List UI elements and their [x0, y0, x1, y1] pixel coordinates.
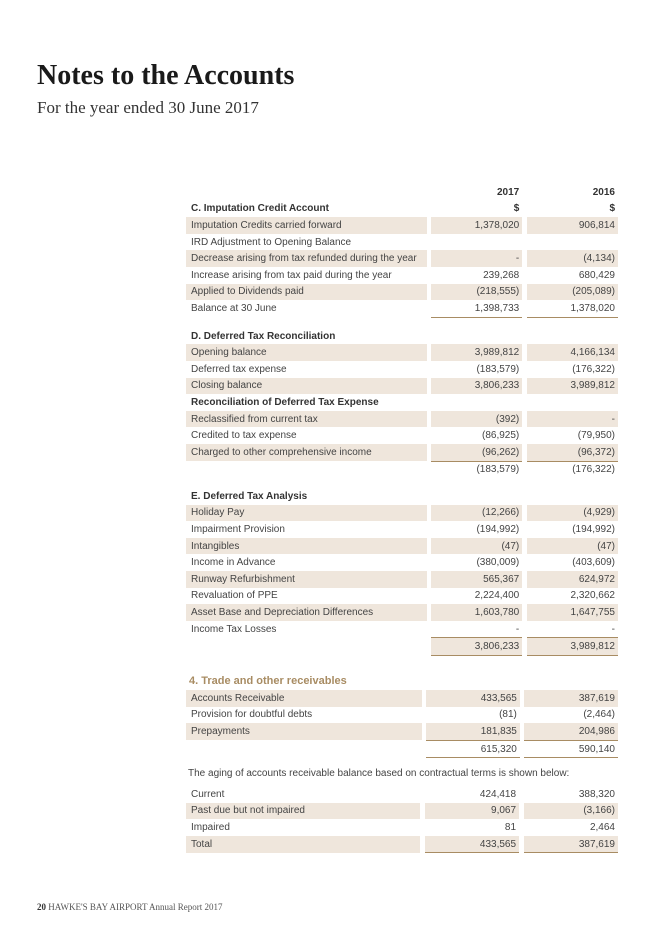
currency-2017-header: $	[513, 203, 520, 215]
section-header-row	[186, 328, 618, 345]
page-subtitle: For the year ended 30 June 2017	[37, 98, 259, 117]
table-row: Charged to other comprehensive income (96,262) (96,372)	[186, 444, 618, 461]
table-row: Closing balance 3,806,233 3,989,812	[186, 378, 618, 395]
page-footer	[37, 902, 223, 912]
table-row: Intangibles (47) (47)	[186, 538, 618, 555]
deferred-recon-title: D. Deferred Tax Reconciliation	[191, 330, 336, 342]
table-row: Reclassified from current tax (392) -	[186, 411, 618, 428]
table-row: Decrease arising from tax refunded during the year - (4,134)	[186, 250, 618, 267]
footer-text: HAWKE'S BAY AIRPORT Annual Report 2017	[48, 902, 223, 912]
table-row: Deferred tax expense (183,579) (176,322)	[191, 363, 615, 375]
deferred-analysis-title: E. Deferred Tax Analysis	[191, 490, 308, 502]
table-row: Impairment Provision (194,992) (194,992)	[191, 524, 615, 536]
table-row: IRD Adjustment to Opening Balance	[191, 236, 352, 248]
table-row: Prepayments 181,835 204,986	[186, 723, 618, 740]
year-2017-header: 2017	[497, 186, 520, 198]
section-header-row	[186, 672, 618, 690]
year-header-row	[186, 184, 618, 201]
section-header-row	[186, 201, 618, 218]
table-row: Income Tax Losses - -	[191, 623, 615, 635]
table-row: Opening balance 3,989,812 4,166,134	[186, 344, 618, 361]
page-number: 20	[37, 902, 46, 912]
spacer-row	[186, 478, 618, 488]
receivables-title: 4. Trade and other receivables	[189, 675, 347, 687]
spacer-row	[186, 318, 618, 328]
year-2016-header: 2016	[592, 186, 615, 198]
table-row: Asset Base and Depreciation Differences 1,603,780 1,647,755	[186, 604, 618, 621]
tax-notes-table	[186, 184, 618, 656]
table-row: Impaired 81 2,464	[191, 821, 615, 833]
receivables-table	[186, 672, 618, 758]
aging-intro-text: The aging of accounts receivable balance based on contractual terms is shown below:	[188, 768, 570, 779]
table-row: Accounts Receivable 433,565 387,619	[186, 690, 618, 707]
total-row: (183,579) (176,322)	[186, 461, 618, 479]
total-row: 615,320 590,140	[186, 740, 618, 759]
table-row: Income in Advance (380,009) (403,609)	[191, 557, 615, 569]
imputation-section-title: C. Imputation Credit Account	[191, 203, 329, 215]
aging-table	[186, 786, 618, 853]
page-title: Notes to the Accounts	[37, 60, 295, 91]
section-header-row	[186, 488, 618, 505]
table-row: Applied to Dividends paid (218,555) (205,089)	[186, 284, 618, 301]
table-row: Credited to tax expense (86,925) (79,950)	[191, 430, 615, 442]
total-row: Total 433,565 387,619	[186, 836, 618, 854]
table-row: Past due but not impaired 9,067 (3,166)	[186, 803, 618, 820]
table-row: Revaluation of PPE 2,224,400 2,320,662	[191, 590, 615, 602]
table-row: Runway Refurbishment 565,367 624,972	[186, 571, 618, 588]
table-row: Current 424,418 388,320	[191, 788, 615, 800]
deferred-expense-recon-title: Reconciliation of Deferred Tax Expense	[191, 396, 379, 408]
table-row: Holiday Pay (12,266) (4,929)	[186, 505, 618, 522]
table-row: Imputation Credits carried forward 1,378,020 906,814	[186, 217, 618, 234]
currency-2016-header: $	[609, 203, 615, 215]
table-row: Provision for doubtful debts (81) (2,464)	[191, 709, 615, 721]
total-row: 3,806,233 3,989,812	[186, 637, 618, 656]
table-row: Increase arising from tax paid during the year 239,268 680,429	[191, 269, 615, 281]
table-row: Balance at 30 June 1,398,733 1,378,020	[186, 300, 618, 318]
subsection-header-row	[186, 394, 618, 411]
